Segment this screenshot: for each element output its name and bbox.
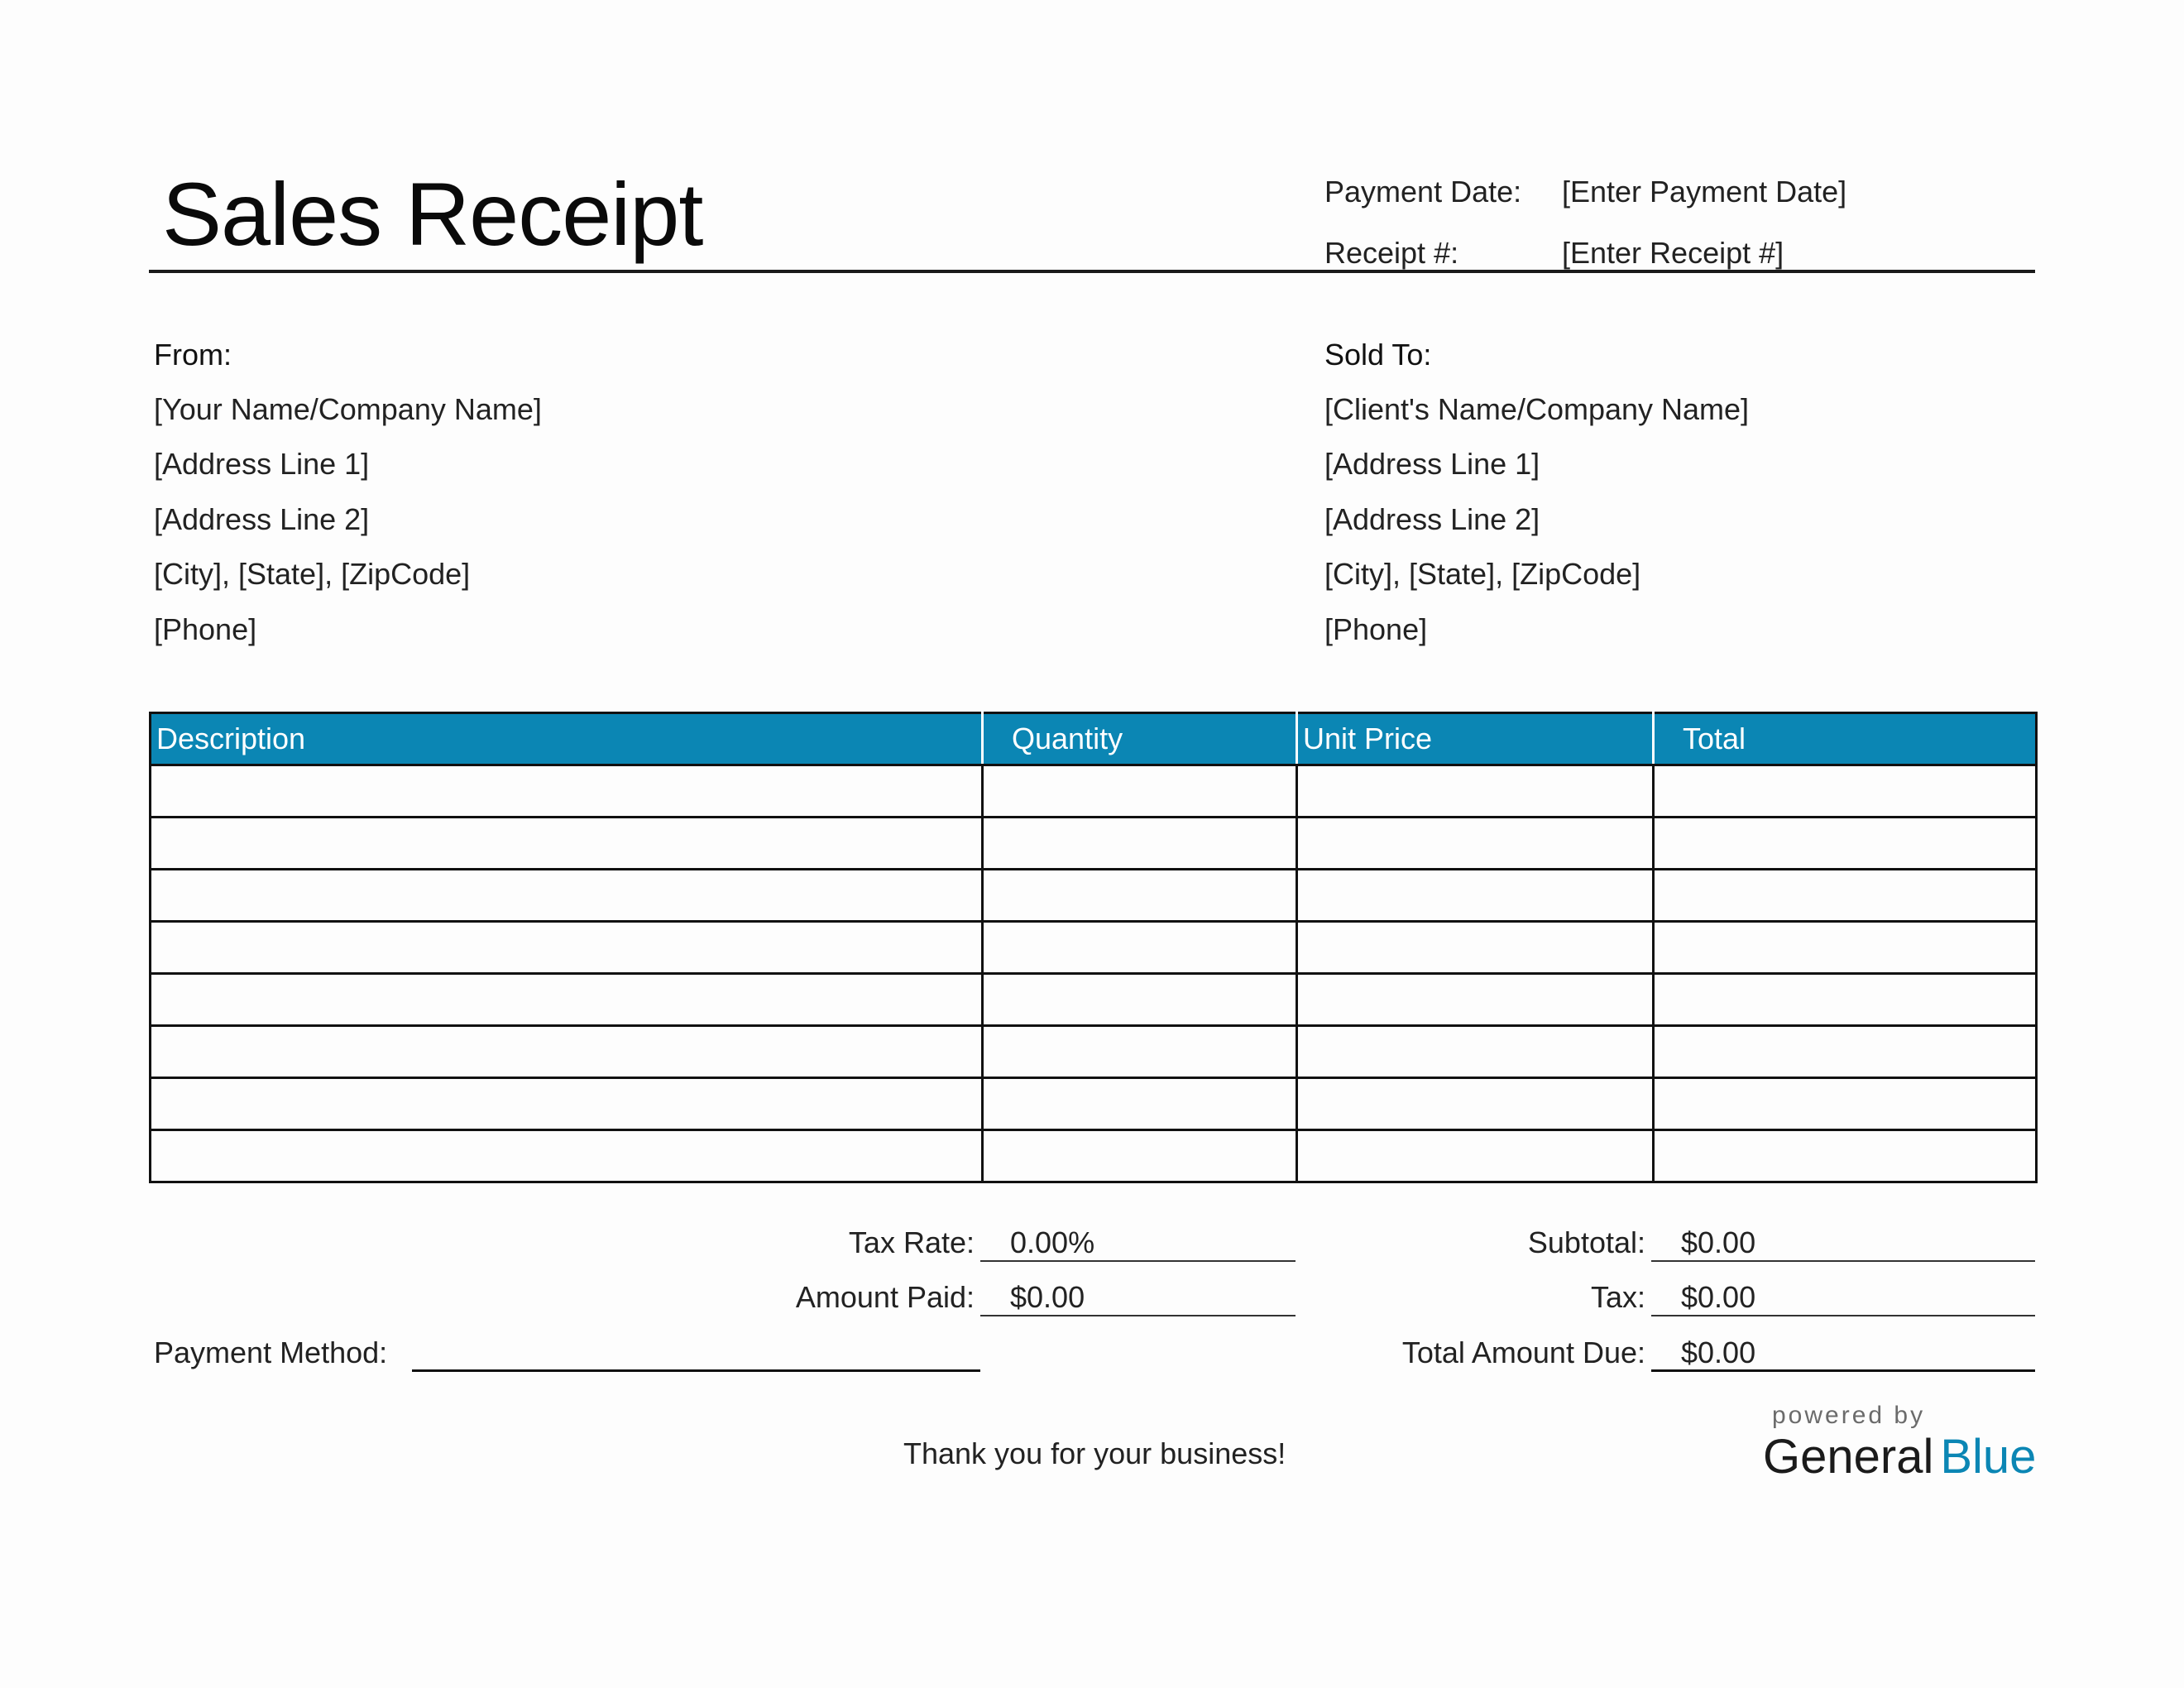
tax-rate-label: Tax Rate: xyxy=(848,1225,975,1259)
receipt-title: Sales Receipt xyxy=(162,164,703,264)
logo-text-blue: Blue xyxy=(1940,1430,2037,1484)
general-blue-logo[interactable] xyxy=(1763,1430,2037,1484)
cell-total[interactable] xyxy=(1654,1078,2037,1130)
subtotal-underline xyxy=(1651,1260,2035,1262)
cell-description[interactable] xyxy=(151,922,983,974)
from-address-2[interactable]: [Address Line 2] xyxy=(154,502,370,536)
table-row xyxy=(151,1026,2037,1078)
cell-unit-price[interactable] xyxy=(1297,765,1654,818)
cell-quantity[interactable] xyxy=(983,922,1297,974)
tax-value: $0.00 xyxy=(1681,1280,1756,1314)
total-due-value: $0.00 xyxy=(1681,1336,1756,1369)
cell-total[interactable] xyxy=(1654,922,2037,974)
cell-description[interactable] xyxy=(151,818,983,870)
table-header-row xyxy=(151,713,2037,765)
from-city-state-zip[interactable]: [City], [State], [ZipCode] xyxy=(154,557,471,591)
powered-by-text: powered by xyxy=(1772,1402,1926,1429)
sold-to-address-2[interactable]: [Address Line 2] xyxy=(1324,502,1540,536)
cell-description[interactable] xyxy=(151,1026,983,1078)
column-header-unit-price: Unit Price xyxy=(1297,713,1654,765)
table-row xyxy=(151,1078,2037,1130)
sold-to-address-1[interactable]: [Address Line 1] xyxy=(1324,447,1540,481)
cell-description[interactable] xyxy=(151,765,983,818)
amount-paid-value[interactable]: $0.00 xyxy=(1010,1280,1085,1314)
sold-to-city-state-zip[interactable]: [City], [State], [ZipCode] xyxy=(1324,557,1641,591)
cell-unit-price[interactable] xyxy=(1297,818,1654,870)
cell-unit-price[interactable] xyxy=(1297,1130,1654,1182)
payment-date-label: Payment Date: xyxy=(1324,175,1522,209)
table-row xyxy=(151,818,2037,870)
cell-total[interactable] xyxy=(1654,1130,2037,1182)
payment-date-value[interactable]: [Enter Payment Date] xyxy=(1562,175,1847,209)
cell-quantity[interactable] xyxy=(983,1026,1297,1078)
from-phone[interactable]: [Phone] xyxy=(154,612,257,646)
payment-method-label: Payment Method: xyxy=(154,1336,388,1369)
column-header-quantity: Quantity xyxy=(983,713,1297,765)
thank-you-message: Thank you for your business! xyxy=(903,1436,1286,1470)
cell-unit-price[interactable] xyxy=(1297,870,1654,922)
table-row xyxy=(151,765,2037,818)
cell-description[interactable] xyxy=(151,974,983,1026)
amount-paid-label: Amount Paid: xyxy=(795,1280,975,1314)
cell-quantity[interactable] xyxy=(983,818,1297,870)
column-header-description: Description xyxy=(151,713,983,765)
cell-total[interactable] xyxy=(1654,870,2037,922)
receipt-number-label: Receipt #: xyxy=(1324,236,1459,270)
cell-description[interactable] xyxy=(151,1130,983,1182)
subtotal-label: Subtotal: xyxy=(1527,1225,1645,1259)
cell-description[interactable] xyxy=(151,1078,983,1130)
cell-total[interactable] xyxy=(1654,1026,2037,1078)
table-row xyxy=(151,870,2037,922)
cell-total[interactable] xyxy=(1654,974,2037,1026)
line-items-table xyxy=(149,712,2038,1183)
from-company[interactable]: [Your Name/Company Name] xyxy=(154,392,542,426)
subtotal-value: $0.00 xyxy=(1681,1225,1756,1259)
payment-method-field[interactable] xyxy=(412,1369,980,1372)
table-row xyxy=(151,974,2037,1026)
cell-total[interactable] xyxy=(1654,818,2037,870)
tax-rate-underline xyxy=(980,1260,1296,1262)
sold-to-heading: Sold To: xyxy=(1324,338,1432,372)
cell-unit-price[interactable] xyxy=(1297,1026,1654,1078)
header-divider xyxy=(149,270,2035,273)
cell-quantity[interactable] xyxy=(983,974,1297,1026)
logo-text-general: General xyxy=(1763,1430,1934,1484)
sold-to-phone[interactable]: [Phone] xyxy=(1324,612,1428,646)
cell-total[interactable] xyxy=(1654,765,2037,818)
tax-rate-value[interactable]: 0.00% xyxy=(1010,1225,1095,1259)
table-row xyxy=(151,922,2037,974)
tax-underline xyxy=(1651,1315,2035,1316)
cell-quantity[interactable] xyxy=(983,765,1297,818)
cell-unit-price[interactable] xyxy=(1297,1078,1654,1130)
total-due-underline xyxy=(1651,1369,2035,1372)
total-due-label: Total Amount Due: xyxy=(1401,1336,1645,1369)
amount-paid-underline xyxy=(980,1315,1296,1316)
receipt-number-value[interactable]: [Enter Receipt #] xyxy=(1562,236,1784,270)
table-row xyxy=(151,1130,2037,1182)
tax-label: Tax: xyxy=(1590,1280,1645,1314)
sold-to-company[interactable]: [Client's Name/Company Name] xyxy=(1324,392,1750,426)
cell-description[interactable] xyxy=(151,870,983,922)
cell-unit-price[interactable] xyxy=(1297,922,1654,974)
column-header-total: Total xyxy=(1654,713,2037,765)
cell-quantity[interactable] xyxy=(983,870,1297,922)
cell-quantity[interactable] xyxy=(983,1130,1297,1182)
cell-quantity[interactable] xyxy=(983,1078,1297,1130)
cell-unit-price[interactable] xyxy=(1297,974,1654,1026)
from-address-1[interactable]: [Address Line 1] xyxy=(154,447,370,481)
from-heading: From: xyxy=(154,338,232,372)
